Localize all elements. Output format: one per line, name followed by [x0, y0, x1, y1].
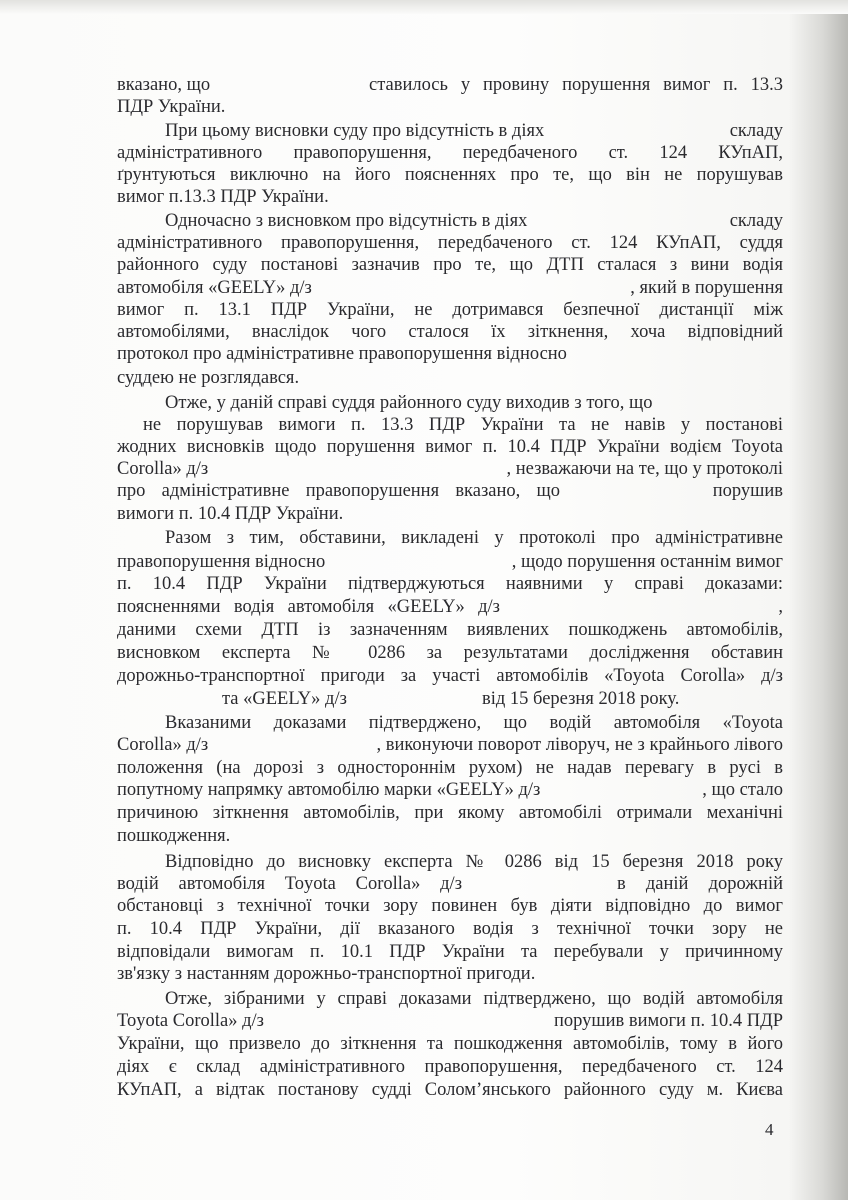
text-segment: , щодо порушення останнім вимог	[511, 552, 783, 572]
text-segment: порушив	[712, 481, 783, 501]
text-line	[0, 872, 848, 896]
text-segment: даними схеми ДТП із зазначенням виявлених пошкоджень автомобілів,	[117, 620, 783, 640]
text-line	[0, 526, 848, 550]
text-segment: п. 10.4 ПДР України підтверджуються наявними у справі доказами:	[117, 574, 783, 594]
text-segment: зв'язку з настанням дорожньо-транспортної пригоди.	[117, 964, 536, 984]
text-line	[0, 253, 848, 277]
text-line	[0, 141, 848, 165]
text-segment: , що стало	[702, 780, 783, 800]
text-segment: поясненнями водія автомобіля «GEELY» д/з	[117, 597, 500, 617]
text-segment: ПДР України.	[117, 97, 226, 117]
text-line	[0, 572, 848, 596]
text-line	[0, 641, 848, 665]
text-line	[0, 1009, 848, 1033]
text-segment: водій автомобіля Toyota Corolla» д/з	[117, 874, 462, 894]
text-line	[0, 917, 848, 941]
text-segment: складу	[729, 121, 783, 141]
text-segment: в даній дорожній	[617, 874, 783, 894]
text-segment: причиною зіткнення автомобілів, при якому автомобілі отримали механічні	[117, 803, 783, 823]
text-segment: складу	[729, 211, 783, 231]
text-segment: висновком експерта № 0286 за результатами дослідження обставин	[117, 643, 783, 663]
text-line	[0, 435, 848, 459]
text-line	[0, 850, 848, 874]
text-segment: діях є склад адміністративного правопорушення, передбаченого ст. 124	[117, 1057, 783, 1077]
text-line	[0, 502, 848, 526]
text-segment: вимог п. 13.1 ПДР України, не дотримався безпечної дистанції між	[117, 300, 783, 320]
text-line	[0, 231, 848, 255]
text-segment: Отже, у даній справі суддя районного суду виходив з того, що	[165, 393, 653, 413]
text-segment: попутному напрямку автомобілю марки «GEELY» д/з	[117, 780, 541, 800]
text-line	[0, 733, 848, 757]
text-line	[0, 618, 848, 642]
text-segment: дорожньо-транспортної пригоди за участі автомобілів «Toyota Corolla» д/з	[117, 666, 783, 686]
text-segment: вказано, що	[117, 75, 211, 95]
text-segment: Corolla» д/з	[117, 735, 209, 755]
text-line	[0, 801, 848, 825]
text-line	[0, 595, 848, 619]
text-segment: п. 10.4 ПДР України, дії вказаного водія з технічної точки зору не	[117, 919, 783, 939]
text-segment: відповідали вимогам п. 10.1 ПДР України та перебували у причинному	[117, 942, 783, 962]
text-segment: адміністративного правопорушення, передбаченого ст. 124 КУпАП,	[117, 143, 783, 163]
text-segment: Відповідно до висновку експерта № 0286 від 15 березня 2018 року	[165, 852, 783, 872]
text-segment: правопорушення відносно	[117, 552, 326, 572]
text-segment: вимоги п. 10.4 ПДР України.	[117, 504, 344, 524]
text-line	[0, 1055, 848, 1079]
text-segment: Вказаними доказами підтверджено, що водій автомобіля «Toyota	[165, 713, 783, 733]
text-line	[0, 209, 848, 233]
text-segment: КУпАП, а відтак постанову судді Солом’янського районного суду м. Києва	[117, 1080, 783, 1100]
text-segment: районного суду постанові зазначив про те, що ДТП сталася з вини водія	[117, 255, 783, 275]
text-line	[0, 119, 848, 143]
text-line	[0, 276, 848, 300]
text-segment: вимог п.13.3 ПДР України.	[117, 187, 329, 207]
text-segment: від 15 березня 2018 року.	[482, 689, 680, 709]
text-segment: не порушував вимоги п. 13.3 ПДР України та не навів у постанові	[143, 415, 783, 435]
text-line	[0, 73, 848, 97]
text-line	[0, 1078, 848, 1102]
text-segment: ґрунтуються виключно на його поясненнях про те, що він не порушував	[117, 165, 783, 185]
text-line	[0, 664, 848, 688]
text-line	[0, 894, 848, 918]
text-segment: обстановці з технічної точки зору повинен був діяти відповідно до вимог	[117, 896, 783, 916]
text-segment: та «GEELY» д/з	[222, 689, 347, 709]
text-segment: , незважаючи на те, що у протоколі	[506, 459, 783, 479]
text-line	[0, 95, 848, 119]
text-line	[0, 413, 848, 437]
text-segment: При цьому висновки суду про відсутність в діях	[165, 121, 545, 141]
text-line	[0, 298, 848, 322]
text-line	[0, 550, 848, 574]
text-segment: України, що призвело до зіткнення та пошкодження автомобілів, тому в його	[117, 1034, 783, 1054]
text-segment: положення (на дорозі з одностороннім рухом) не надав перевагу в русі в	[117, 758, 783, 778]
text-line	[0, 342, 848, 366]
text-segment: ,	[778, 597, 783, 617]
text-line	[0, 320, 848, 344]
text-segment: пошкодження.	[117, 826, 231, 846]
text-line	[0, 687, 848, 711]
text-segment: суддею не розглядався.	[117, 368, 300, 388]
text-segment: протокол про адміністративне правопорушення відносно	[117, 344, 567, 364]
text-line	[0, 366, 848, 390]
text-line	[0, 479, 848, 503]
text-segment: жодних висновків щодо порушення вимог п. 10.4 ПДР України водієм Toyota	[117, 437, 783, 457]
text-line	[0, 940, 848, 964]
text-segment: Разом з тим, обставини, викладені у протоколі про адміністративне	[165, 528, 783, 548]
text-line	[0, 163, 848, 187]
text-segment: адміністративного правопорушення, передбаченого ст. 124 КУпАП, суддя	[117, 233, 783, 253]
text-line	[0, 756, 848, 780]
text-segment: про адміністративне правопорушення вказано, що	[117, 481, 560, 501]
text-segment: , який в порушення	[630, 278, 783, 298]
text-line	[0, 987, 848, 1011]
text-segment: порушив вимоги п. 10.4 ПДР	[553, 1011, 783, 1031]
text-line	[0, 778, 848, 802]
text-segment: Одночасно з висновком про відсутність в діях	[165, 211, 528, 231]
text-segment: , виконуючи поворот ліворуч, не з крайнього лівого	[376, 735, 783, 755]
page-number: 4	[765, 1120, 774, 1139]
text-line	[0, 962, 848, 986]
text-line	[0, 391, 848, 415]
scan-top-shadow	[0, 0, 848, 14]
text-segment: автомобіля «GEELY» д/з	[117, 278, 312, 298]
text-line	[0, 824, 848, 848]
text-segment: Corolla» д/з	[117, 459, 209, 479]
text-segment: ставилось у провину порушення вимог п. 13.3	[369, 75, 783, 95]
text-line	[0, 1032, 848, 1056]
text-segment: Отже, зібраними у справі доказами підтверджено, що водій автомобіля	[165, 989, 783, 1009]
text-line	[0, 711, 848, 735]
text-line	[0, 185, 848, 209]
text-segment: автомобілями, внаслідок чого сталося їх зіткнення, хоча відповідний	[117, 322, 783, 342]
text-line	[0, 457, 848, 481]
text-segment: Toyota Corolla» д/з	[117, 1011, 264, 1031]
